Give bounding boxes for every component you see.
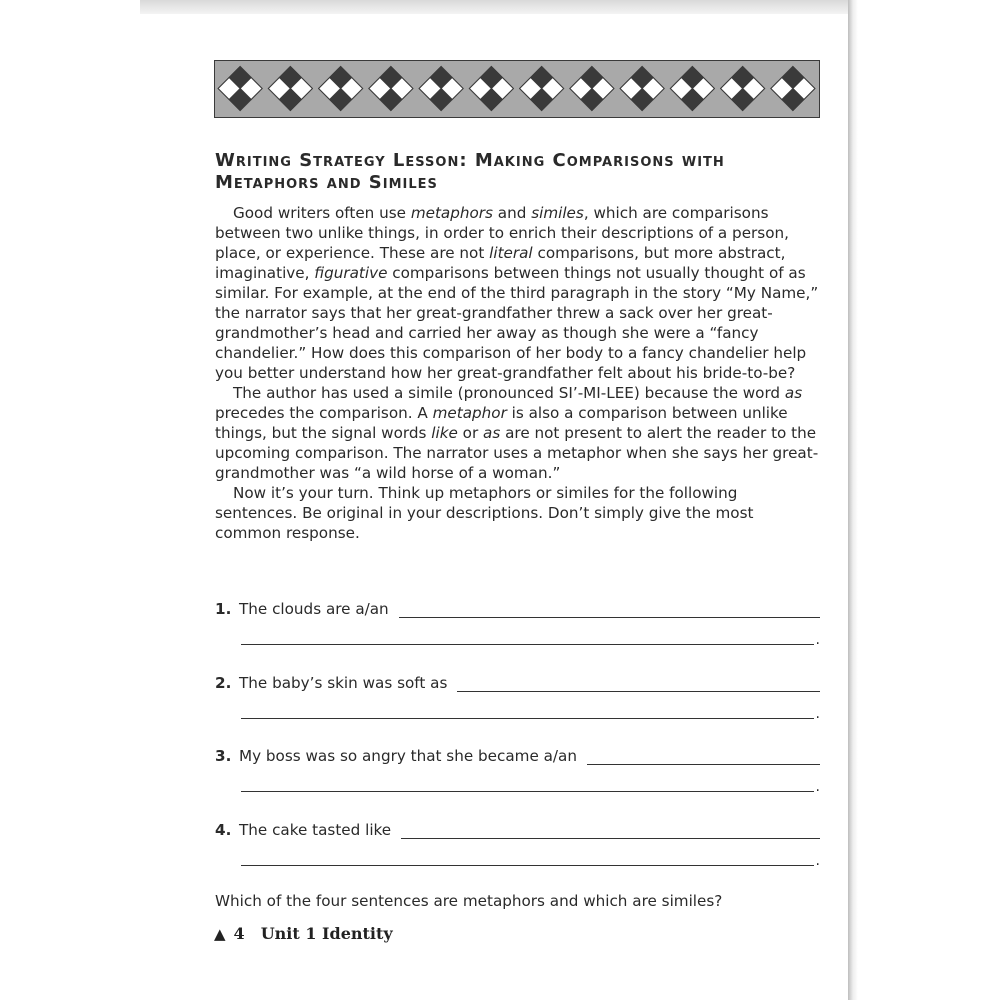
question-2 xyxy=(215,672,820,722)
answer-line-continued[interactable] xyxy=(241,865,814,866)
answer-line[interactable] xyxy=(399,603,820,618)
paragraph-simile-metaphor: The author has used a simile (pronounced SI’-MI-LEE) because the word as precedes the comparison. A metaphor is also a comparison between unlike things, but the signal words like or as are not present to alert the reader to the upcoming comparison. The narrator uses a metaphor when she says her great-grandmother was “a wild horse of a woman.” xyxy=(215,384,819,482)
question-4 xyxy=(215,819,820,869)
question-prompt: The clouds are a/an xyxy=(239,600,389,618)
question-number: 3. xyxy=(215,747,232,765)
lesson-title: Writing Strategy Lesson: Making Comparisons with Metaphors and Similes xyxy=(215,150,725,193)
answer-period: . xyxy=(815,779,820,795)
answer-period: . xyxy=(815,853,820,869)
answer-period: . xyxy=(815,632,820,648)
page-footer xyxy=(214,924,393,943)
answer-line-continued[interactable] xyxy=(241,718,814,719)
question-number: 4. xyxy=(215,821,232,839)
answer-line-continued[interactable] xyxy=(241,791,814,792)
answer-line-continued[interactable] xyxy=(241,644,814,645)
question-number: 2. xyxy=(215,674,232,692)
paragraph-intro: Good writers often use metaphors and similes, which are comparisons between two unlike things, in order to enrich their descriptions of a person, place, or experience. These are not literal comparisons, but more abstract, imaginative, figurative comparisons between things not usually thought of as similar. For example, at the end of the third paragraph in the story “My Name,” the narrator says that her great-grandfather threw a sack over her great-grandmother’s head and carried her away as though she were a “fancy chandelier.” How does this comparison of her body to a fancy chandelier help you better understand how her great-grandfather felt about his bride-to-be? xyxy=(215,204,819,382)
question-1 xyxy=(215,598,820,648)
page-edge-shadow xyxy=(848,0,858,1000)
final-question: Which of the four sentences are metaphors and which are similes? xyxy=(215,892,723,910)
answer-line[interactable] xyxy=(587,750,820,765)
lesson-body xyxy=(215,203,820,543)
answer-period: . xyxy=(815,706,820,722)
triangle-marker-icon: ▲ xyxy=(214,924,226,943)
diamond-pattern-graphic xyxy=(215,61,818,116)
decorative-diamond-border xyxy=(214,60,820,118)
page-number: 4 xyxy=(233,924,245,943)
question-prompt: The cake tasted like xyxy=(239,821,392,839)
question-3 xyxy=(215,745,820,795)
question-prompt: My boss was so angry that she became a/an xyxy=(239,747,577,765)
scan-edge xyxy=(140,0,852,14)
paragraph-instructions: Now it’s your turn. Think up metaphors or similes for the following sentences. Be original in your descriptions. Don’t simply give the most common response. xyxy=(215,484,754,542)
question-number: 1. xyxy=(215,600,232,618)
unit-label: Unit 1 Identity xyxy=(260,924,393,943)
question-prompt: The baby’s skin was soft as xyxy=(239,674,448,692)
answer-line[interactable] xyxy=(457,677,820,692)
answer-line[interactable] xyxy=(401,824,820,839)
